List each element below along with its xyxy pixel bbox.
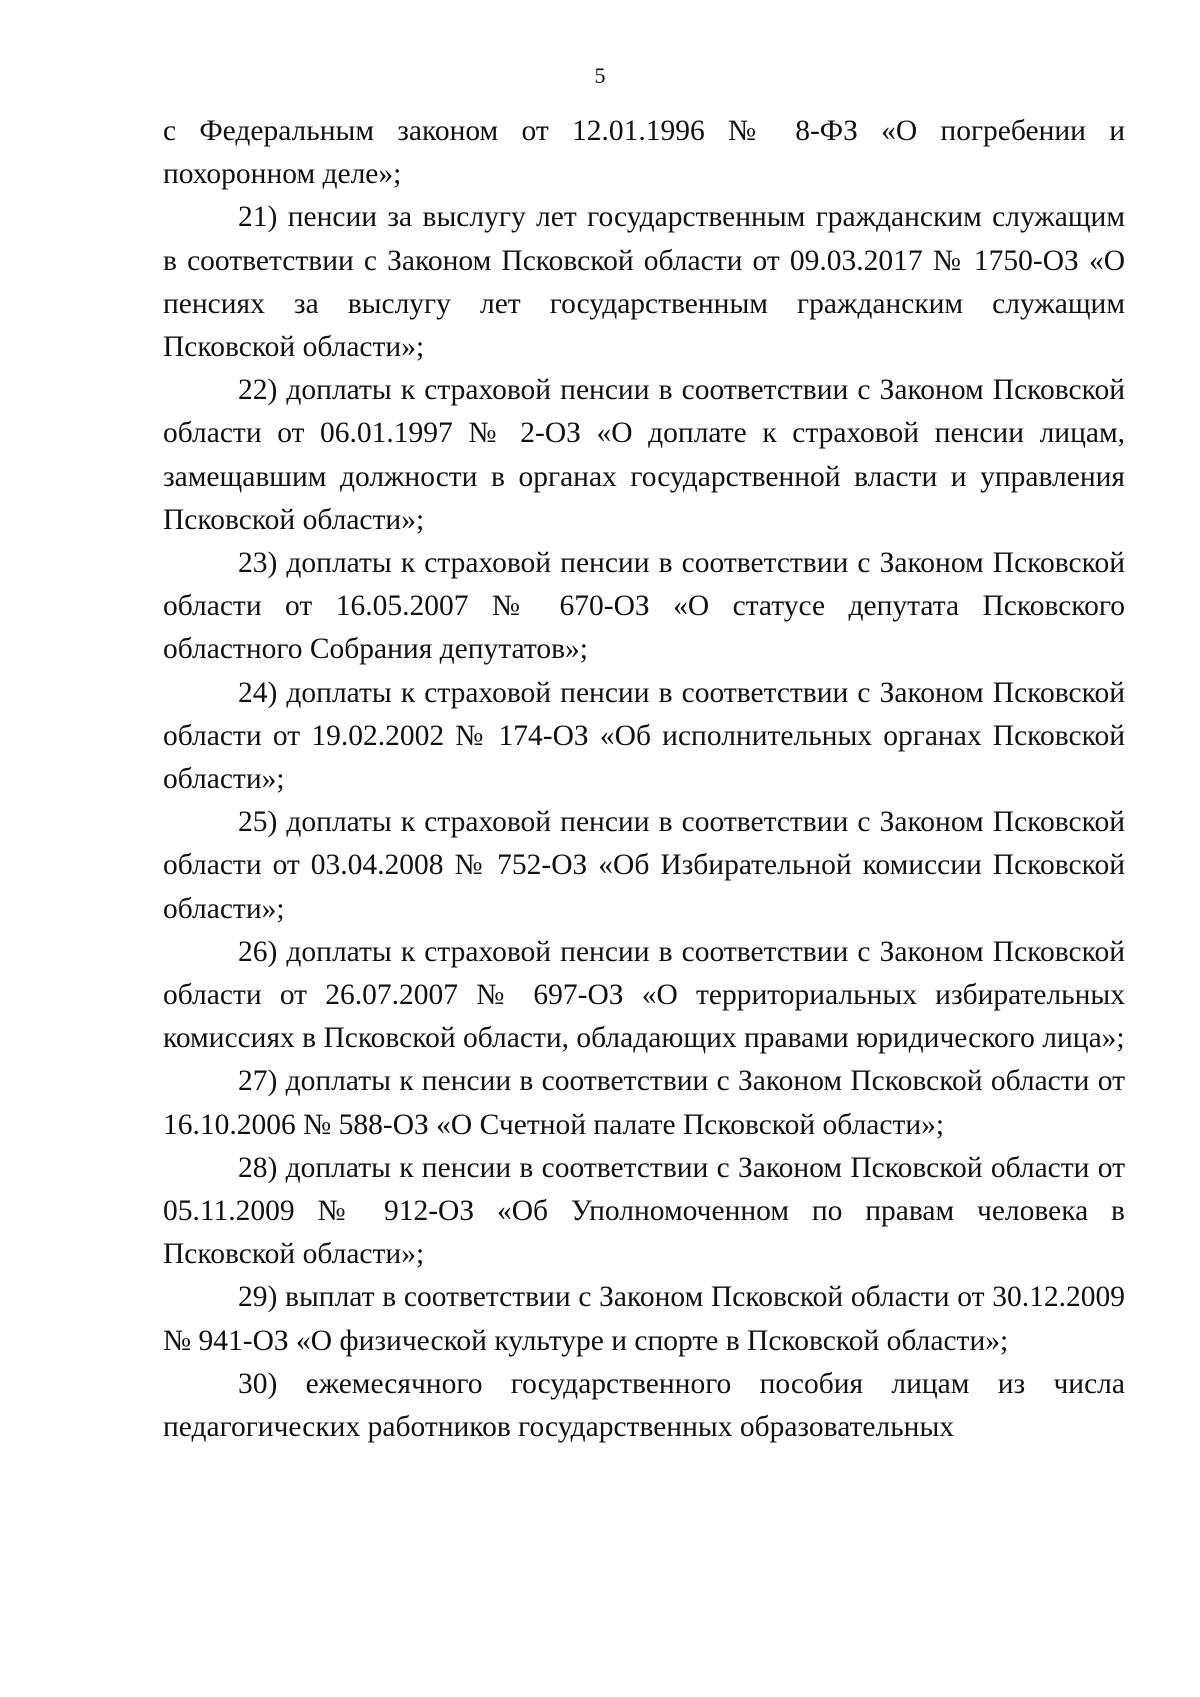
document-body (163, 110, 1125, 1449)
list-item-23: 23) доплаты к страховой пенсии в соответствии с Законом Псковской области от 16.05.2007 № 670-ОЗ «О статусе депутата Псковского областного Собрания депутатов»; (163, 547, 1125, 666)
list-item-21: 21) пенсии за выслугу лет государственным гражданским служащим в соответствии с Законом Псковской области от 09.03.2017 № 1750-ОЗ «О пенсиях за выслугу лет государственным гражданским служащим Псковской области»; (163, 201, 1125, 364)
list-item-29: 29) выплат в соответствии с Законом Псковской области от 30.12.2009 № 941-ОЗ «О физической культуре и спорте в Псковской области»; (163, 1281, 1125, 1357)
list-item-30: 30) ежемесячного государственного пособия лицам из числа педагогических работников государственных образовательных (163, 1367, 1125, 1444)
list-item-24: 24) доплаты к страховой пенсии в соответствии с Законом Псковской области от 19.02.2002 № 174-ОЗ «Об исполнительных органах Псковской области»; (163, 676, 1125, 796)
list-item-28: 28) доплаты к пенсии в соответствии с Законом Псковской области от 05.11.2009 № 912-ОЗ «Об Уполномоченном по правам человека в Псковской области»; (163, 1151, 1125, 1271)
list-item-26: 26) доплаты к страховой пенсии в соответствии с Законом Псковской области от 26.07.2007 № 697-ОЗ «О территориальных избирательных комиссиях в Псковской области, обладающих правами юридического лица»; (163, 935, 1125, 1055)
list-item-22: 22) доплаты к страховой пенсии в соответствии с Законом Псковской области от 06.01.1997 № 2-ОЗ «О доплате к страховой пенсии лицам, замещавшим должности в органах государственной власти и управления Псковской области»; (163, 374, 1125, 536)
page-number: 5 (594, 63, 606, 88)
paragraph-continuation: с Федеральным законом от 12.01.1996 № 8-ФЗ «О погребении и похоронном деле»; (163, 115, 1125, 191)
list-item-25: 25) доплаты к страховой пенсии в соответствии с Законом Псковской области от 03.04.2008 № 752-ОЗ «Об Избирательной комиссии Псковской области»; (163, 806, 1125, 925)
list-item-27: 27) доплаты к пенсии в соответствии с Законом Псковской области от 16.10.2006 № 588-ОЗ «О Счетной палате Псковской области»; (163, 1065, 1125, 1141)
